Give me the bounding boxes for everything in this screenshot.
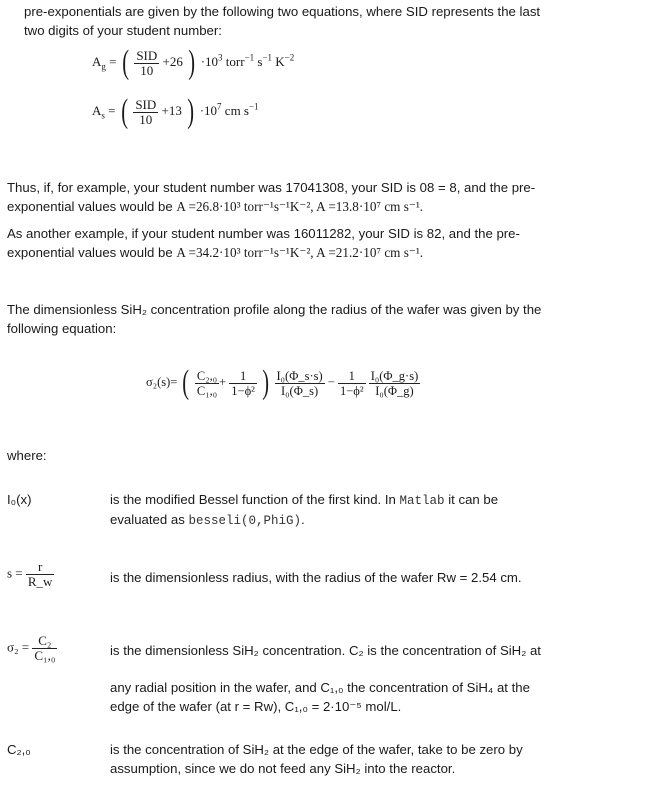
ag-paren-close: ) — [188, 44, 196, 81]
equation-as — [92, 95, 259, 129]
ag-plus: +26 — [162, 53, 183, 69]
ag-lhs: $A_g$ = — [92, 53, 117, 72]
def-term-s: s = $\frac{r}{R\_w}$ — [7, 559, 53, 589]
as-rhs: $\cdot 10^7$ cm $s^{-1}$ — [199, 101, 259, 118]
as-lhs: $A_s$ = — [92, 102, 116, 121]
def-text-c20-line2: assumption, since we do not feed any SiH₂ into the reactor. — [110, 761, 456, 776]
main-lhs: σ₂(s)= — [146, 374, 178, 389]
profile-equation: σ₂(s)= ( $\frac{\text{C₂,₀}}{\text{C₁,₀}}$ + $\frac{1}{\text{1−ϕ²}}$ ) $\frac{\text{I₀(Φ\_s·s)}}{\text{I₀(Φ\_s)}}$ − $\frac{1}{\text{1−ϕ²}}$ $\frac{\text{I₀(Φ\_g·s)}}{\text{I₀(Φ\_g)}}$ — [146, 364, 419, 401]
example1-line-1: Thus, if, for example, your student number was 17041308, your SID is 08 = 8, and the pre- — [7, 180, 536, 195]
where-label: where: — [7, 448, 47, 463]
intro-line-1: pre-exponentials are given by the following two equations, where SID represents the last — [24, 4, 541, 19]
as-paren-close: ) — [187, 93, 195, 130]
as-paren-open: ( — [121, 93, 128, 130]
intro-line-2: two digits of your student number: — [24, 23, 222, 38]
example2-line-2: exponential values would be A =34.2·10³ torr⁻¹s⁻¹K⁻², A =21.2·10⁷ cm s⁻¹. — [7, 245, 424, 260]
as-plus: +13 — [161, 102, 182, 118]
def-text-sigma-line2: any radial position in the wafer, and C₁,₀ the concentration of SiH₄ at the — [110, 680, 530, 695]
def-text-sigma-line1: is the dimensionless SiH₂ concentration. C₂ is the concentration of SiH₂ at — [110, 643, 541, 658]
equation-ag — [92, 46, 294, 80]
as-fraction: $\frac{\text{SID}}{10}$ — [135, 96, 157, 127]
example1-line-2: exponential values would be A =26.8·10³ torr⁻¹s⁻¹K⁻², A =13.8·10⁷ cm s⁻¹. — [7, 199, 424, 214]
ag-rhs: $\cdot 10^3$ torr$^{-1}$ $s^{-1}$ $K^{-2}$ — [200, 52, 295, 69]
def-term-sigma: σ₂ = $\frac{\text{C₂}}{\text{C₁,₀}}$ — [7, 633, 56, 663]
def-text-i0-line1: is the modified Bessel function of the first kind. In Matlab it can be — [110, 492, 499, 508]
ag-fraction: $\frac{\text{SID}}{10}$ — [136, 47, 158, 78]
def-text-sigma-line3: edge of the wafer (at r = Rw), C₁,₀ = 2·10⁻⁵ mol/L. — [110, 699, 402, 714]
profile-line-1: The dimensionless SiH₂ concentration profile along the radius of the wafer was given by the — [7, 302, 542, 317]
profile-line-2: following equation: — [7, 321, 117, 336]
def-text-i0-line2: evaluated as besseli(0,PhiG). — [110, 512, 305, 528]
def-text-s: is the dimensionless radius, with the radius of the wafer Rw = 2.54 cm. — [110, 570, 522, 585]
example2-line-1: As another example, if your student number was 16011282, your SID is 82, and the pre- — [7, 226, 520, 241]
def-term-i0: I₀(x) — [7, 492, 32, 507]
def-text-c20-line1: is the concentration of SiH₂ at the edge of the wafer, take to be zero by — [110, 742, 523, 757]
ag-paren-open: ( — [122, 44, 129, 81]
def-term-c20: C₂,₀ — [7, 742, 31, 757]
